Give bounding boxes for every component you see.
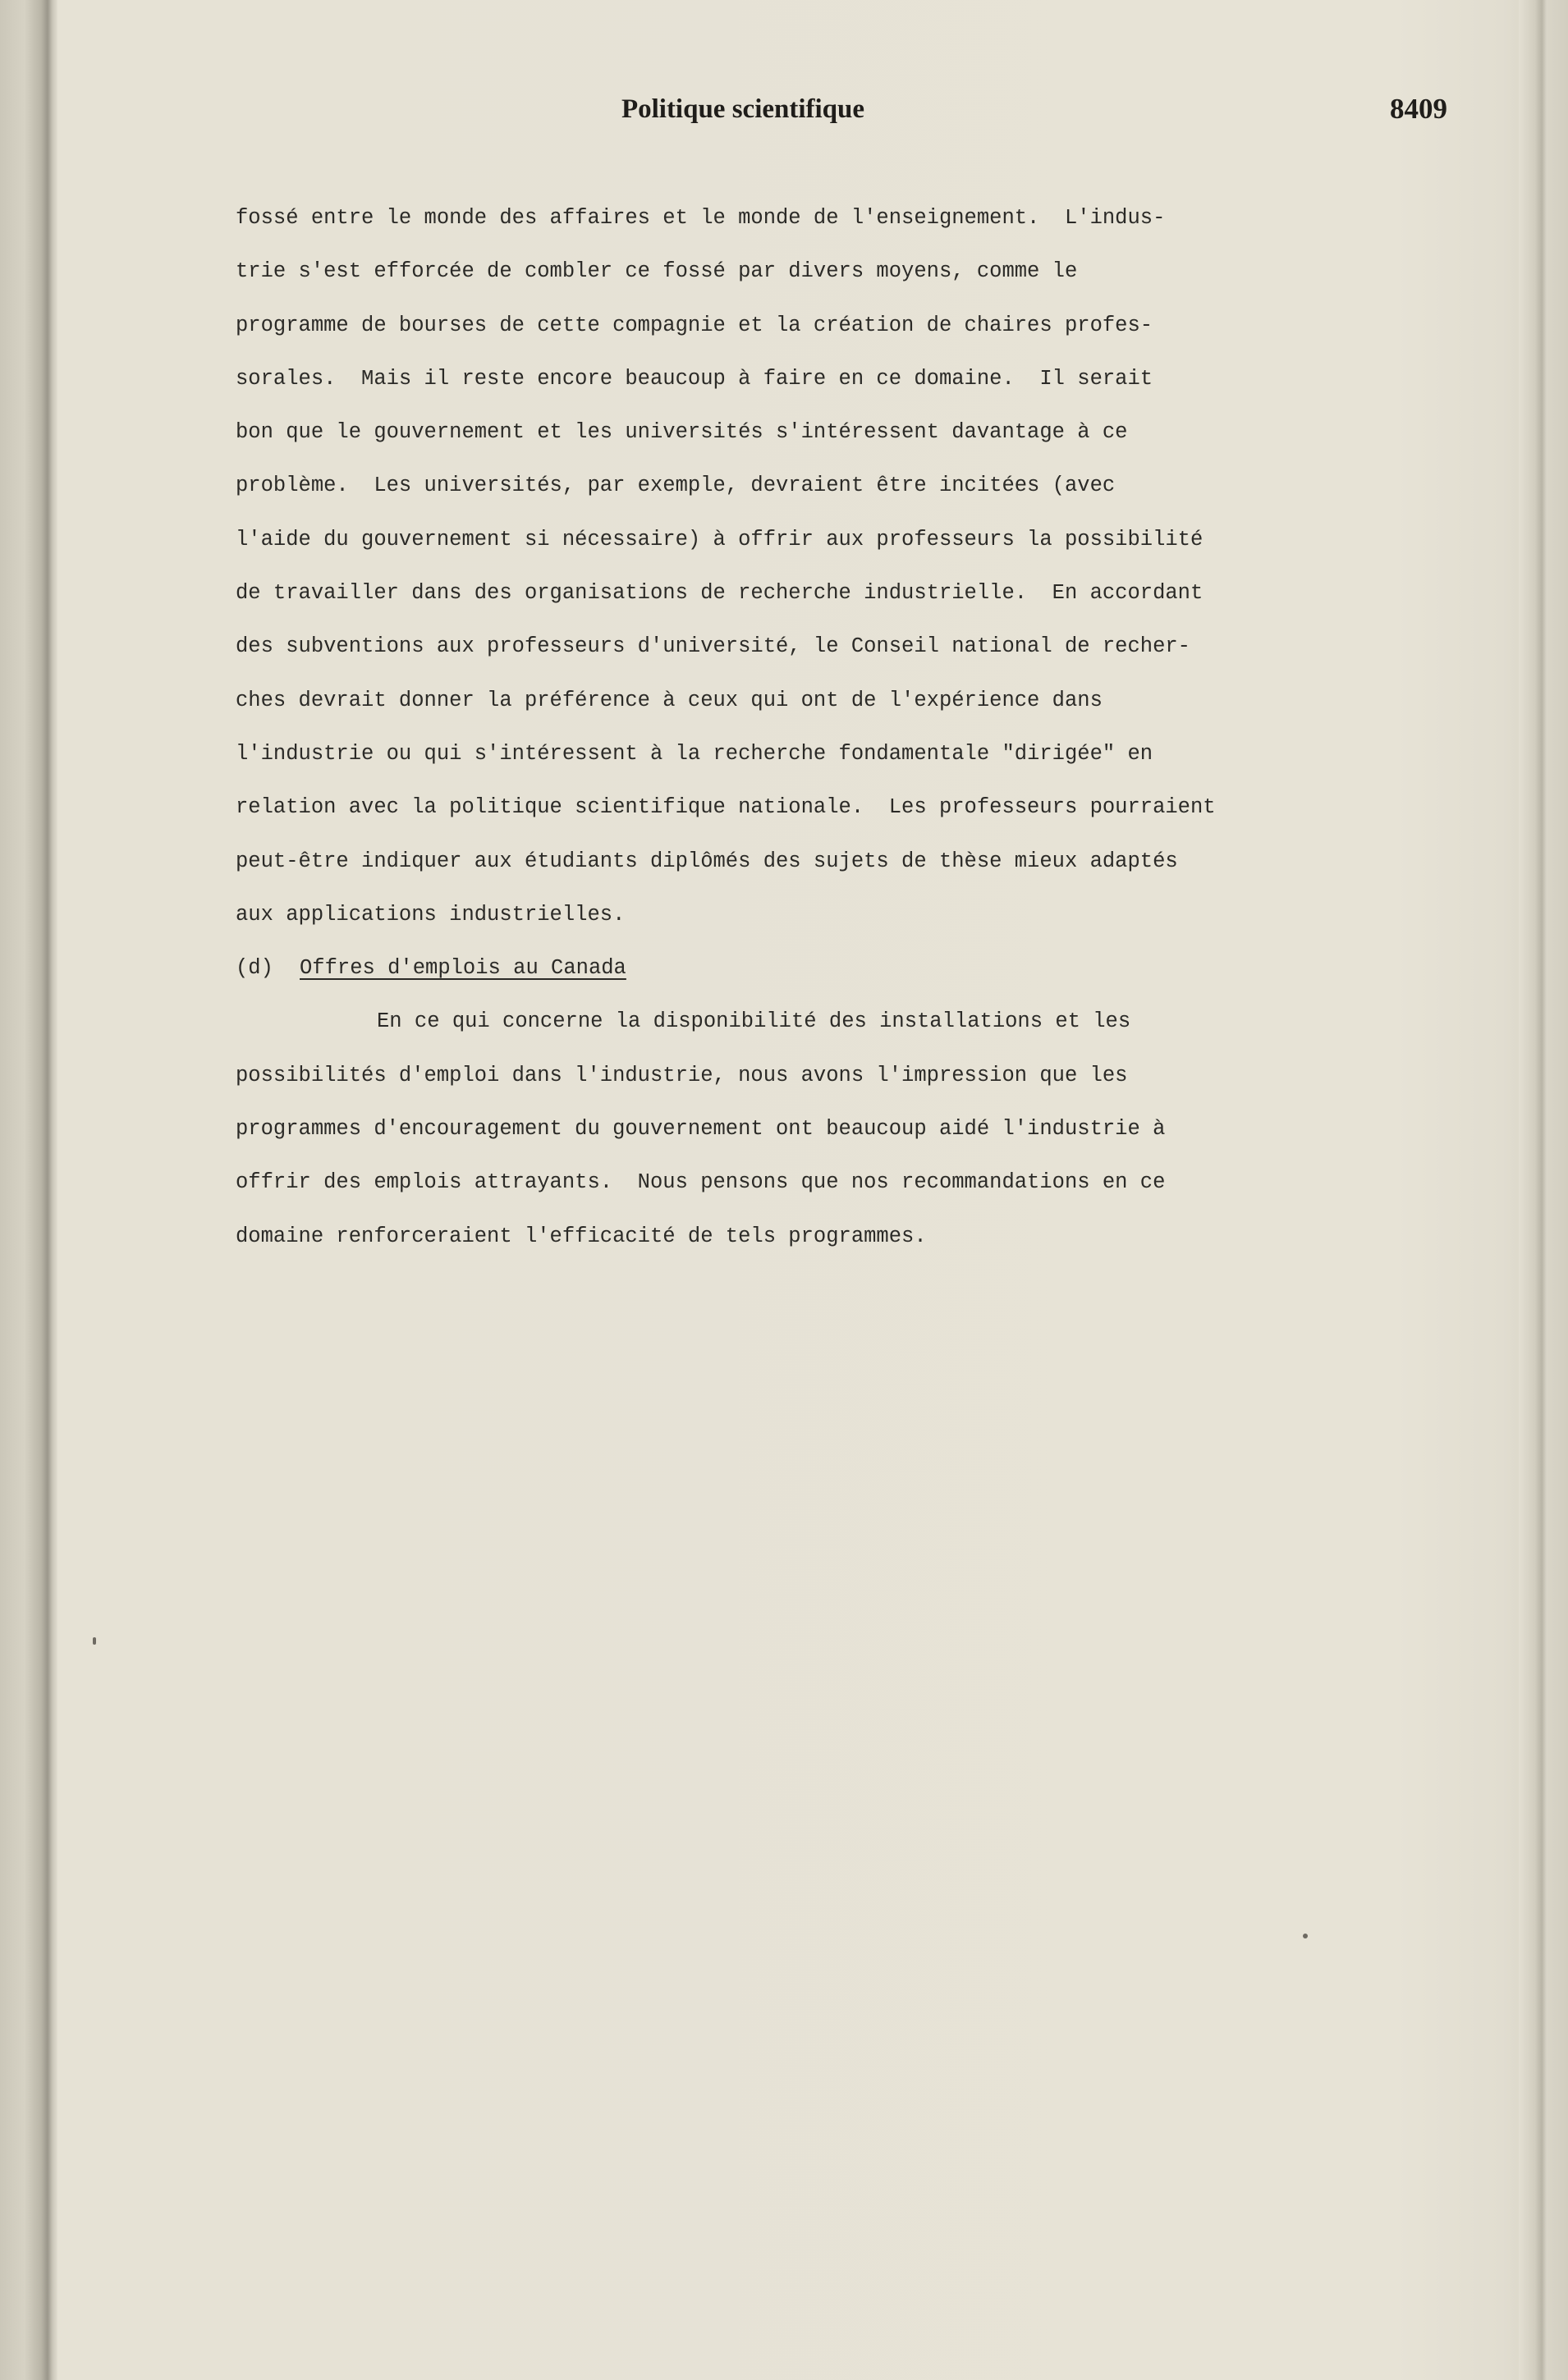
- paper-speck: [1303, 1934, 1308, 1938]
- text-line: bon que le gouvernement et les universités s'intéressent davantage à ce: [236, 420, 1128, 445]
- text-line: problème. Les universités, par exemple, devraient être incitées (avec: [236, 474, 1116, 498]
- text-line: l'aide du gouvernement si nécessaire) à offrir aux professeurs la possibilité: [236, 527, 1204, 552]
- text-line: sorales. Mais il reste encore beaucoup à faire en ce domaine. Il serait: [236, 366, 1153, 391]
- text-line: peut-être indiquer aux étudiants diplômés des sujets de thèse mieux adaptés: [236, 849, 1178, 873]
- running-header-title: Politique scientifique: [621, 94, 865, 124]
- right-page-edge: [1519, 0, 1568, 2380]
- text-line: fossé entre le monde des affaires et le monde de l'enseignement. L'indus-: [236, 206, 1166, 230]
- section-label: (d): [236, 956, 273, 981]
- text-line: En ce qui concerne la disponibilité des installations et les: [377, 1009, 1131, 1034]
- paragraph-employment: [236, 995, 1369, 1262]
- text-line: trie s'est efforcée de combler ce fossé par divers moyens, comme le: [236, 259, 1078, 284]
- text-line: ches devrait donner la préférence à ceux qui ont de l'expérience dans: [236, 688, 1103, 712]
- text-line: relation avec la politique scientifique nationale. Les professeurs pourraient: [236, 795, 1216, 820]
- section-title: Offres d'emplois au Canada: [300, 956, 626, 981]
- page-number: 8409: [1390, 93, 1447, 125]
- text-line: offrir des emplois attrayants. Nous pensons que nos recommandations en ce: [236, 1170, 1166, 1195]
- paragraph-continuation: [236, 191, 1369, 941]
- text-line: de travailler dans des organisations de recherche industrielle. En accordant: [236, 581, 1204, 606]
- paper-speck: [93, 1637, 96, 1645]
- document-body: [236, 191, 1369, 1263]
- section-heading: [236, 941, 1369, 995]
- text-line: programme de bourses de cette compagnie et la création de chaires profes-: [236, 313, 1153, 337]
- text-line: l'industrie ou qui s'intéressent à la recherche fondamentale "dirigée" en: [236, 741, 1153, 766]
- text-line: aux applications industrielles.: [236, 902, 626, 927]
- text-line: domaine renforceraient l'efficacité de tels programmes.: [236, 1224, 927, 1248]
- text-line: des subventions aux professeurs d'université, le Conseil national de recher-: [236, 634, 1190, 659]
- text-line: possibilités d'emploi dans l'industrie, nous avons l'impression que les: [236, 1063, 1128, 1087]
- left-binding-edge: [0, 0, 57, 2380]
- text-line: programmes d'encouragement du gouvernement ont beaucoup aidé l'industrie à: [236, 1117, 1166, 1142]
